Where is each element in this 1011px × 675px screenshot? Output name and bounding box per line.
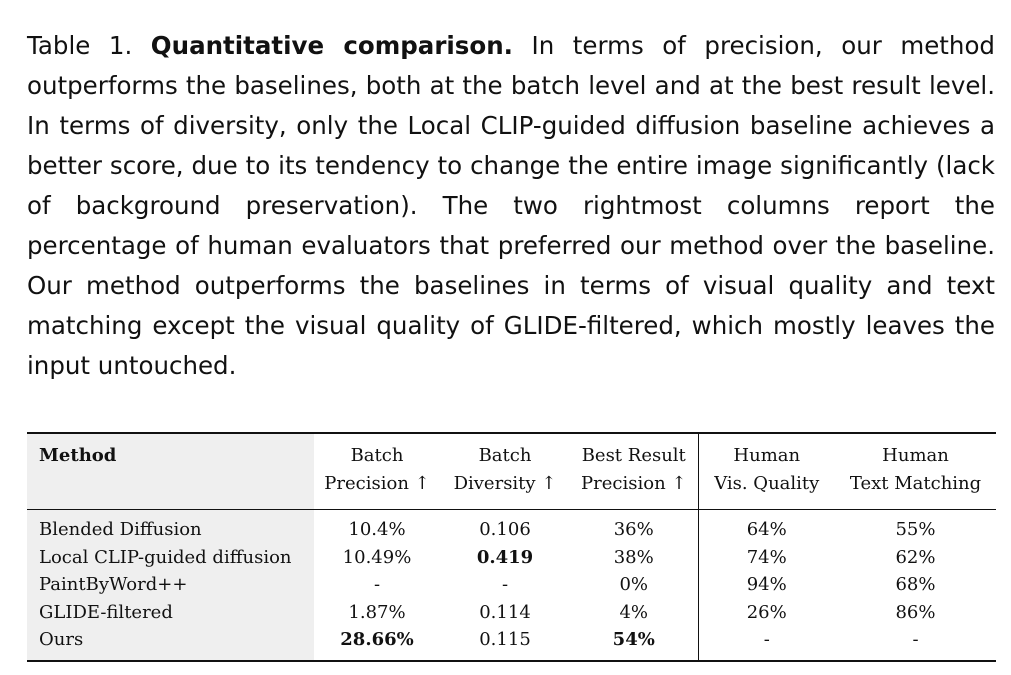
- cell-human-text-matching: -: [912, 629, 919, 650]
- header-batch-precision: Batch Precision ↑: [324, 445, 430, 494]
- cell-best-precision: 0%: [570, 571, 698, 599]
- table-caption: [27, 26, 995, 386]
- cell-batch-precision: -: [373, 574, 381, 595]
- cell-batch-precision: 28.66%: [340, 629, 414, 650]
- cell-method: Local CLIP-guided diffusion: [27, 544, 314, 572]
- table-row: [27, 599, 996, 627]
- header-human-text-matching: Human Text Matching: [849, 445, 982, 494]
- cell-human-text-matching: 86%: [895, 601, 936, 623]
- cell-method: GLIDE-filtered: [27, 599, 314, 627]
- table-row: [27, 510, 996, 544]
- table-row: [27, 571, 996, 599]
- header-human-vis-quality: Human Vis. Quality: [714, 445, 820, 494]
- caption-label: Table 1.: [27, 31, 133, 60]
- cell-best-precision: 4%: [570, 599, 698, 627]
- cell-batch-precision: 10.49%: [342, 546, 412, 568]
- results-table: [27, 432, 996, 662]
- header-best-result-precision: Best Result Precision ↑: [570, 433, 698, 510]
- cell-human-vis-quality: 94%: [746, 574, 787, 595]
- caption-heading: Quantitative comparison.: [150, 31, 513, 60]
- cell-method: Blended Diffusion: [27, 510, 314, 544]
- caption-body: In terms of precision, our method outperforms the baselines, both at the batch level and at the best result level. In terms of diversity, only the Local CLIP-guided diffusion baseline achieves a better score, due to its tendency to change the entire image significantly (lack of background preservation). The two rightmost columns report the percentage of human evaluators that preferred our method over the baseline. Our method outperforms the baselines in terms of visual quality and text matching except the visual quality of GLIDE-filtered, which mostly leaves the input untouched.: [27, 31, 995, 380]
- header-batch-diversity: Batch Diversity ↑: [453, 445, 557, 494]
- cell-best-precision: 38%: [570, 544, 698, 572]
- results-table-container: [27, 432, 996, 662]
- table-header-row: [27, 433, 996, 510]
- cell-human-text-matching: 68%: [895, 574, 936, 595]
- cell-human-vis-quality: 26%: [746, 601, 787, 623]
- cell-method: PaintByWord++: [27, 571, 314, 599]
- table-row: [27, 544, 996, 572]
- header-method: Method: [27, 433, 314, 510]
- cell-batch-precision: 10.4%: [348, 519, 406, 540]
- cell-human-vis-quality: 64%: [746, 519, 787, 540]
- cell-batch-diversity: -: [501, 574, 509, 595]
- cell-best-precision: 54%: [570, 626, 698, 661]
- table-row: [27, 626, 996, 661]
- cell-best-precision: 36%: [570, 510, 698, 544]
- cell-batch-precision: 1.87%: [348, 601, 406, 623]
- cell-human-vis-quality: -: [763, 629, 770, 650]
- cell-human-text-matching: 62%: [895, 546, 936, 568]
- cell-human-vis-quality: 74%: [746, 546, 787, 568]
- cell-human-text-matching: 55%: [895, 519, 936, 540]
- cell-batch-diversity: 0.115: [479, 629, 531, 650]
- cell-batch-diversity: 0.114: [479, 601, 531, 623]
- cell-method: Ours: [27, 626, 314, 661]
- cell-batch-diversity: 0.106: [479, 519, 531, 540]
- cell-batch-diversity: 0.419: [476, 546, 534, 568]
